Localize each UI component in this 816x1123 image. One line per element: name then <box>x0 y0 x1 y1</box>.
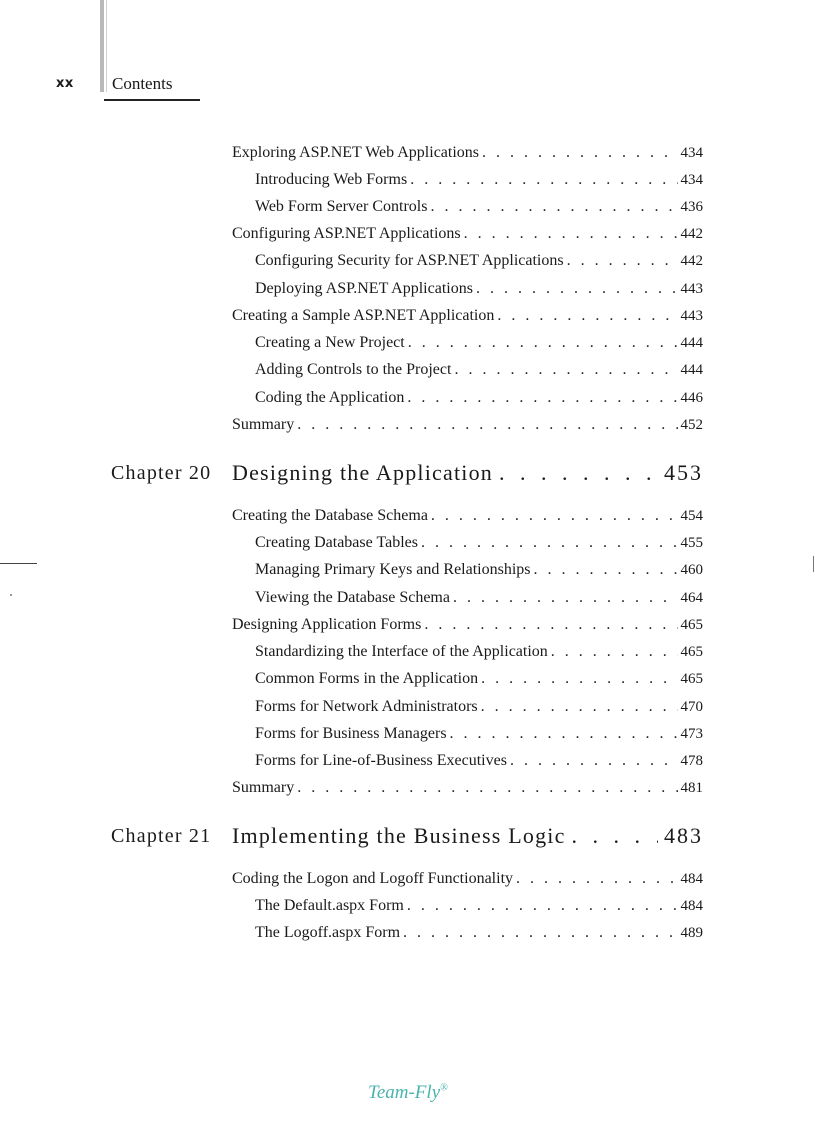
chapter-title-row <box>232 460 703 486</box>
toc-leader-dots <box>297 415 677 435</box>
toc-entry[interactable] <box>255 642 703 662</box>
binding-gutter-bar <box>100 0 104 92</box>
crop-mark <box>0 563 37 564</box>
registered-mark: ® <box>440 1082 448 1094</box>
toc-entry[interactable] <box>255 588 703 608</box>
toc-entry-title: Summary <box>232 779 295 796</box>
toc-entry[interactable] <box>255 724 703 744</box>
chapter-leader-dots <box>499 460 658 486</box>
toc-entry-page: 484 <box>680 871 703 887</box>
toc-entry-page: 465 <box>680 671 703 687</box>
toc-leader-dots <box>481 669 677 689</box>
toc-entry[interactable] <box>232 506 703 526</box>
toc-entry[interactable] <box>255 560 703 580</box>
toc-entry[interactable] <box>255 388 703 408</box>
toc-entry-title: Managing Primary Keys and Relationships <box>255 561 531 578</box>
crop-dot <box>10 594 12 596</box>
binding-gutter-line <box>106 0 107 92</box>
chapter-label: Chapter 20 <box>111 462 212 484</box>
chapter-heading[interactable] <box>0 458 816 490</box>
toc-entry-page: 434 <box>680 145 703 161</box>
toc-entry-page: 443 <box>680 281 703 297</box>
toc-leader-dots <box>430 197 677 217</box>
toc-entry-title: Standardizing the Interface of the Application <box>255 643 548 660</box>
toc-leader-dots <box>297 778 677 798</box>
chapter-page: 453 <box>664 460 703 485</box>
toc-entry[interactable] <box>255 697 703 717</box>
toc-leader-dots <box>408 333 678 353</box>
toc-leader-dots <box>407 388 677 408</box>
toc-leader-dots <box>454 360 677 380</box>
toc-leader-dots <box>424 615 677 635</box>
toc-leader-dots <box>481 697 678 717</box>
toc-entry[interactable] <box>232 615 703 635</box>
toc-entry-page: 446 <box>680 390 703 406</box>
toc-leader-dots <box>567 251 678 271</box>
chapter-title: Implementing the Business Logic <box>232 823 566 848</box>
toc-entry-page: 489 <box>680 925 703 941</box>
toc-entry-page: 455 <box>680 535 703 551</box>
header-rule <box>104 99 200 101</box>
toc-leader-dots <box>450 724 678 744</box>
toc-entry-page: 473 <box>680 726 703 742</box>
toc-entry-page: 442 <box>680 226 703 242</box>
page-number: xx <box>56 76 74 91</box>
toc-entry[interactable] <box>255 896 703 916</box>
toc-entry-page: 444 <box>680 335 703 351</box>
toc-entry-title: Viewing the Database Schema <box>255 589 450 606</box>
chapter-label: Chapter 21 <box>111 825 212 847</box>
toc-entry-title: Creating a New Project <box>255 334 405 351</box>
toc-entry-page: 460 <box>680 562 703 578</box>
chapter-title-row <box>232 823 703 849</box>
toc-entry-title: Web Form Server Controls <box>255 198 428 215</box>
toc-entry[interactable] <box>255 533 703 553</box>
toc-entry-page: 465 <box>680 644 703 660</box>
toc-entry[interactable] <box>232 306 703 326</box>
team-fly-logo[interactable] <box>368 1082 448 1104</box>
toc-entry-title: Forms for Business Managers <box>255 725 447 742</box>
toc-entry-page: 442 <box>680 253 703 269</box>
toc-leader-dots <box>410 170 677 190</box>
toc-entry[interactable] <box>232 224 703 244</box>
toc-entry-title: Adding Controls to the Project <box>255 361 452 378</box>
toc-leader-dots <box>510 751 678 771</box>
toc-entry-page: 464 <box>680 590 703 606</box>
toc-entry-title: Forms for Network Administrators <box>255 698 478 715</box>
toc-entry-page: 436 <box>680 199 703 215</box>
logo-text: Team-Fly <box>368 1082 441 1103</box>
toc-leader-dots <box>497 306 677 326</box>
toc-leader-dots <box>476 279 678 299</box>
toc-entry-title: Deploying ASP.NET Applications <box>255 280 473 297</box>
toc-entry-title: Configuring Security for ASP.NET Applications <box>255 252 564 269</box>
toc-entry-page: 434 <box>680 172 703 188</box>
toc-entry-title: Creating Database Tables <box>255 534 418 551</box>
toc-entry-title: Coding the Application <box>255 389 405 406</box>
chapter-leader-dots <box>572 823 658 849</box>
toc-entry[interactable] <box>232 415 703 435</box>
toc-leader-dots <box>482 143 677 163</box>
toc-leader-dots <box>464 224 678 244</box>
toc-entry-title: The Default.aspx Form <box>255 897 404 914</box>
toc-entry[interactable] <box>232 143 703 163</box>
toc-leader-dots <box>421 533 678 553</box>
toc-entry-title: Designing Application Forms <box>232 616 422 633</box>
toc-entry[interactable] <box>255 279 703 299</box>
toc-leader-dots <box>453 588 678 608</box>
toc-entry-title: Creating a Sample ASP.NET Application <box>232 307 495 324</box>
toc-entry-page: 484 <box>680 898 703 914</box>
toc-entry-page: 454 <box>680 508 703 524</box>
toc-entry[interactable] <box>255 669 703 689</box>
toc-leader-dots <box>551 642 678 662</box>
toc-entry-page: 470 <box>680 699 703 715</box>
toc-entry-title: Creating the Database Schema <box>232 507 428 524</box>
toc-entry-page: 481 <box>680 780 703 796</box>
toc-entry-title: Summary <box>232 416 295 433</box>
toc-entry-title: The Logoff.aspx Form <box>255 924 401 941</box>
toc-leader-dots <box>407 896 678 916</box>
toc-leader-dots <box>534 560 678 580</box>
toc-entry-page: 444 <box>680 362 703 378</box>
toc-entry[interactable] <box>232 778 703 798</box>
toc-leader-dots <box>431 506 678 526</box>
toc-leader-dots <box>403 923 677 943</box>
toc-entry-title: Configuring ASP.NET Applications <box>232 225 461 242</box>
toc-entry[interactable] <box>255 197 703 217</box>
chapter-page: 483 <box>664 823 703 848</box>
toc-entry-page: 478 <box>680 753 703 769</box>
toc-entry-title: Exploring ASP.NET Web Applications <box>232 144 480 161</box>
toc-entry[interactable] <box>255 923 703 943</box>
toc-entry[interactable] <box>255 751 703 771</box>
toc-entry[interactable] <box>232 869 703 889</box>
toc-entry-page: 443 <box>680 308 703 324</box>
toc-entry-title: Introducing Web Forms <box>255 171 408 188</box>
running-head: Contents <box>112 74 173 93</box>
toc-entry[interactable] <box>255 333 703 353</box>
chapter-heading[interactable] <box>0 821 816 853</box>
toc-entry-title: Coding the Logon and Logoff Functionality <box>232 870 514 887</box>
toc-entry-title: Common Forms in the Application <box>255 670 479 687</box>
toc-entry-title: Forms for Line-of-Business Executives <box>255 752 507 769</box>
edge-mark <box>813 556 814 572</box>
toc-entry[interactable] <box>255 251 703 271</box>
toc-entry-page: 452 <box>680 417 703 433</box>
toc-leader-dots <box>516 869 677 889</box>
toc-entry[interactable] <box>255 360 703 380</box>
toc-entry[interactable] <box>255 170 703 190</box>
chapter-title: Designing the Application <box>232 460 493 485</box>
toc-entry-page: 465 <box>680 617 703 633</box>
